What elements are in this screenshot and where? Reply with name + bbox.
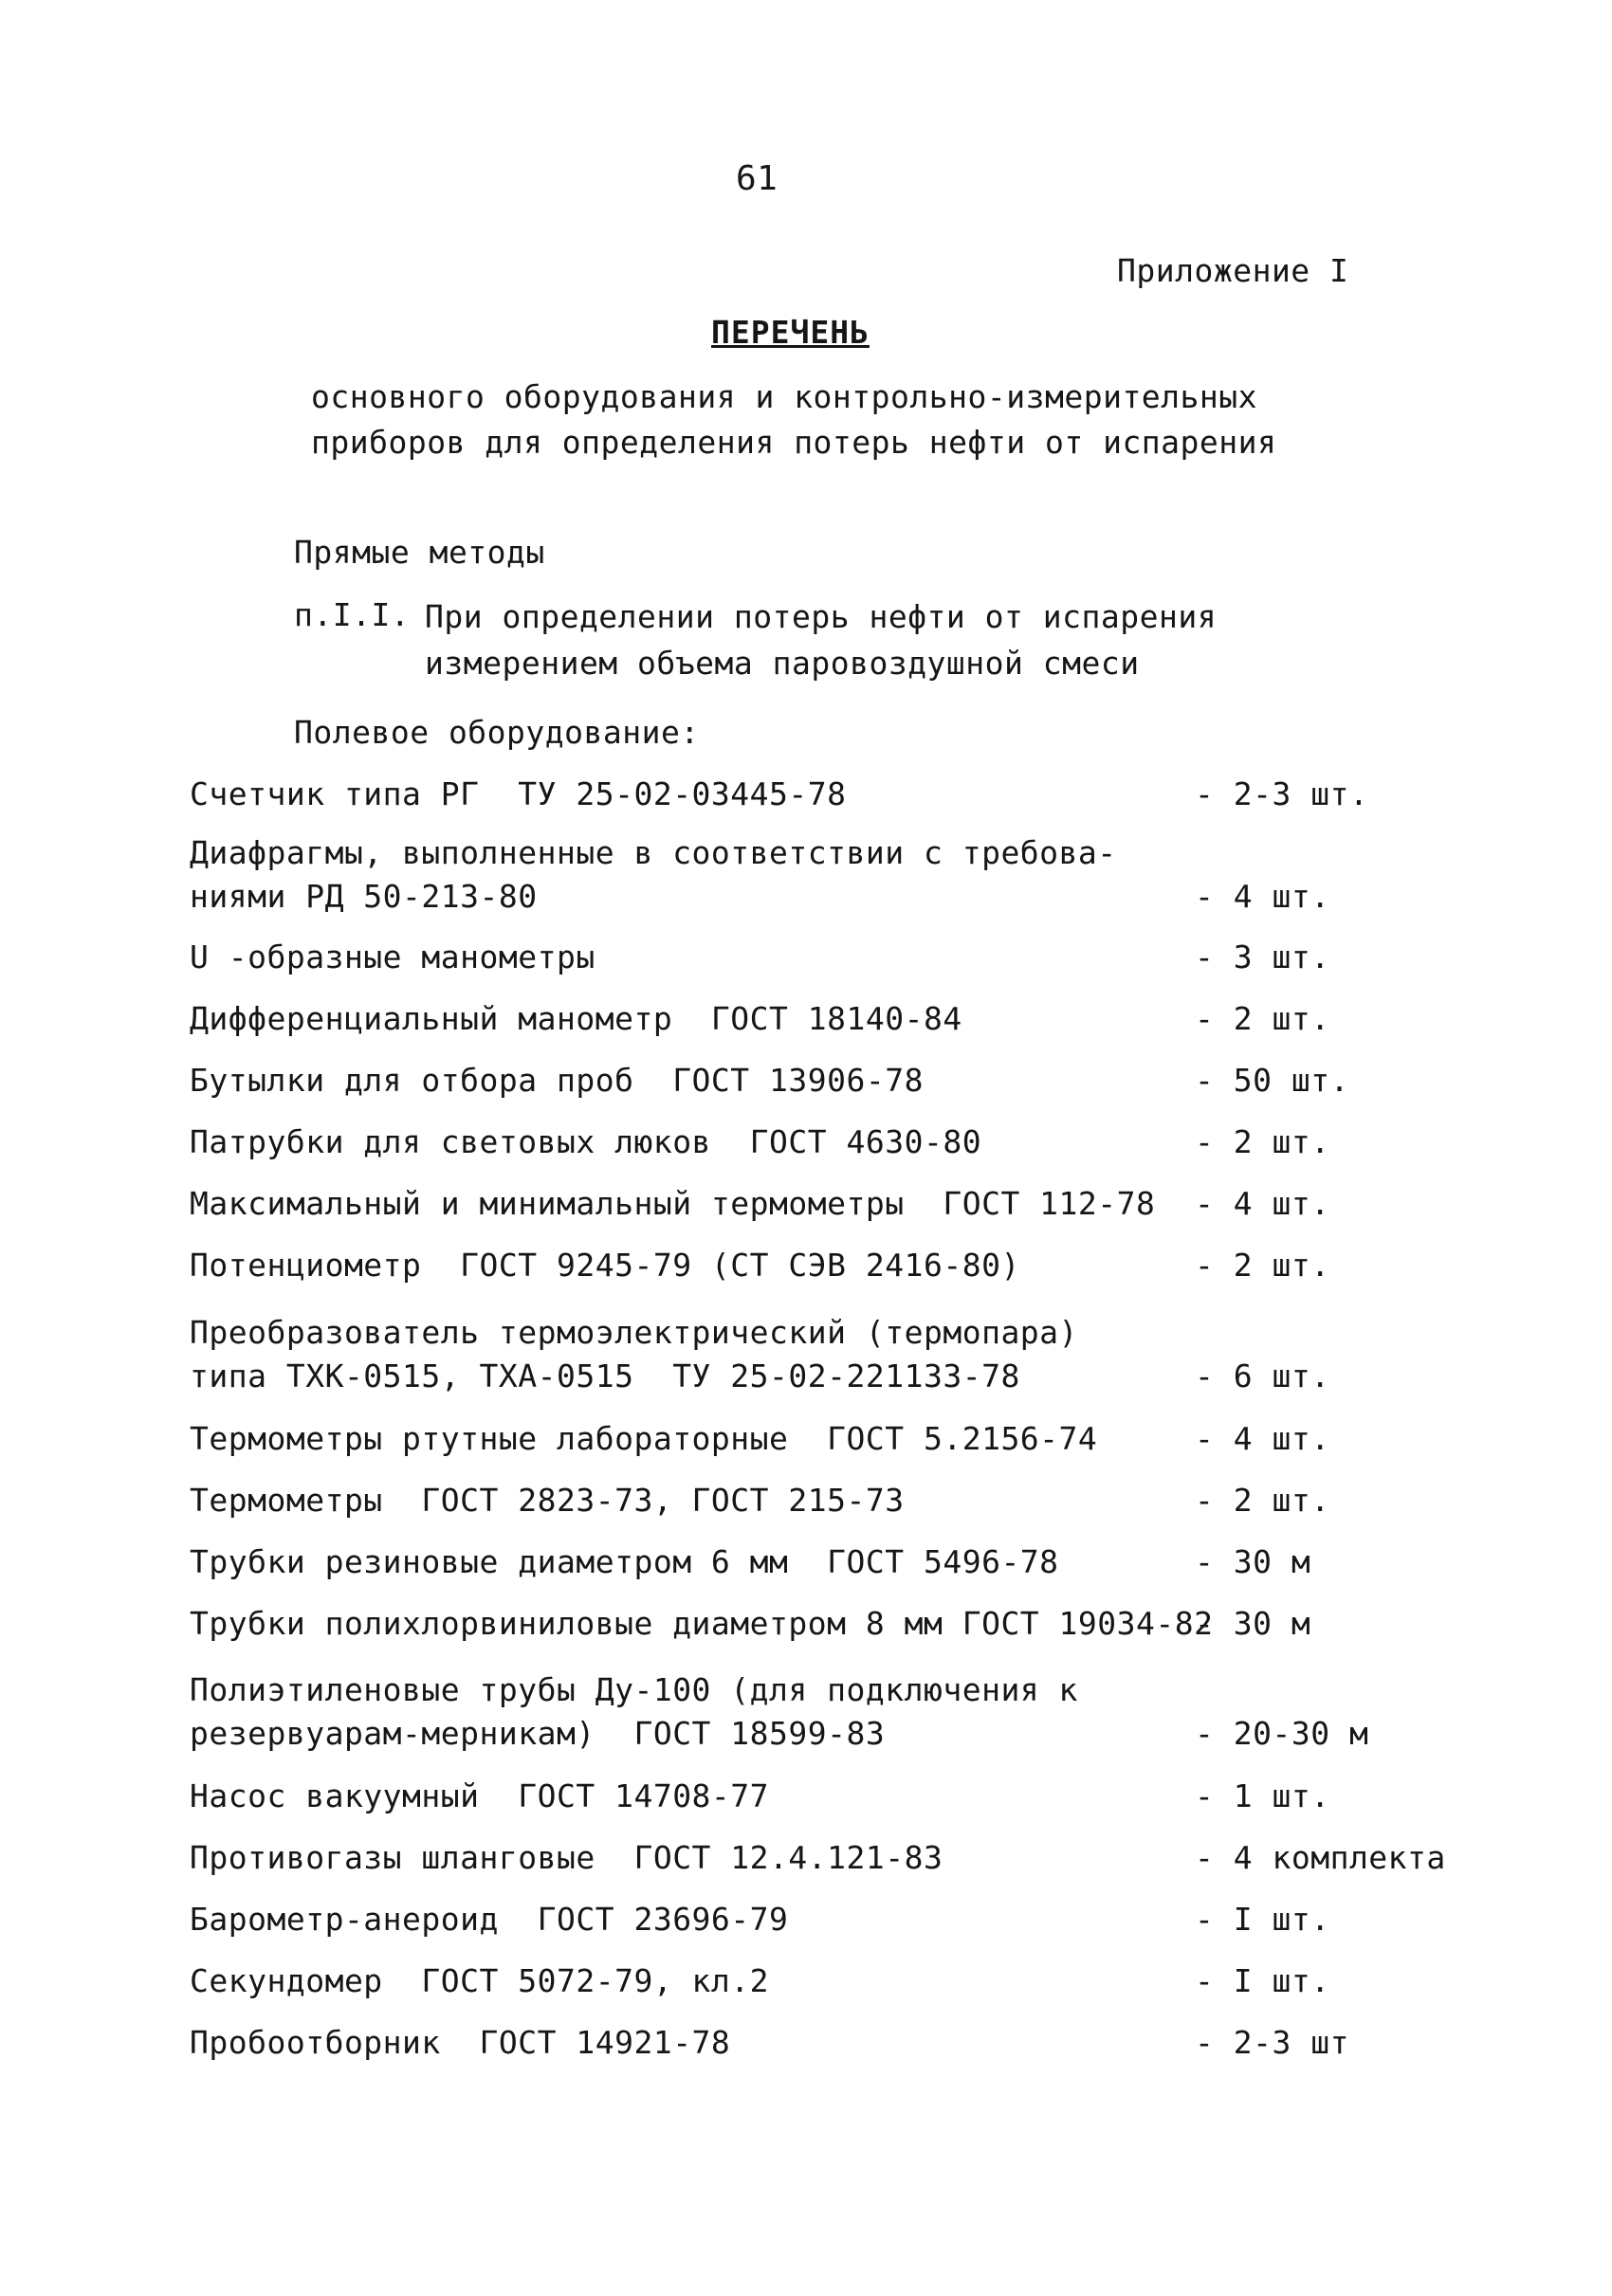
equipment-item [190,1121,1498,1168]
equipment-name: Термометры ГОСТ 2823-73, ГОСТ 215-73 [190,1482,905,1519]
equipment-name: Насос вакуумный ГОСТ 14708-77 [190,1777,770,1814]
equipment-item [190,1311,1498,1402]
equipment-quantity: - 3 шт. [1195,938,1330,975]
document-title: ПЕРЕЧЕНЬ [711,314,870,351]
section-heading: Прямые методы [294,534,545,571]
equipment-item [190,2021,1498,2068]
equipment-name: Трубки полихлорвиниловые диаметром 8 мм ГОСТ 19034-82 [190,1605,1214,1642]
equipment-quantity: - 6 шт. [1195,1358,1330,1394]
equipment-name: Дифференциальный манометр ГОСТ 18140-84 [190,1000,962,1037]
equipment-name: Противогазы шланговые ГОСТ 12.4.121-83 [190,1839,943,1876]
equipment-quantity: - 4 комплекта [1195,1839,1446,1876]
equipment-name: Секундомер ГОСТ 5072-79, кл.2 [190,1962,770,1999]
document-subtitle: основного оборудования и контрольно-измерительных приборов для определения потерь нефти от испарения [311,378,1277,461]
equipment-item [190,1479,1498,1526]
equipment-item [190,1059,1498,1106]
equipment-item [190,831,1498,922]
equipment-item [190,1417,1498,1465]
equipment-item [190,1182,1498,1230]
equipment-item [190,773,1498,820]
equipment-quantity: - 2 шт. [1195,1482,1330,1519]
equipment-name: Барометр-анероид ГОСТ 23696-79 [190,1901,789,1938]
field-equipment-heading: Полевое оборудование: [294,714,700,751]
equipment-quantity: - 2 шт. [1195,1247,1330,1284]
equipment-name: Счетчик типа РГ ТУ 25-02-03445-78 [190,775,847,812]
equipment-name: Термометры ртутные лабораторные ГОСТ 5.2156-74 [190,1420,1098,1457]
equipment-quantity: - 2 шт. [1195,1123,1330,1160]
equipment-quantity: - 4 шт. [1195,1420,1330,1457]
item-number: п.I.I. [294,596,411,633]
equipment-item [190,997,1498,1045]
equipment-quantity: - 2 шт. [1195,1000,1330,1037]
equipment-item [190,1540,1498,1588]
page-number: 61 [736,159,779,198]
equipment-item [190,1244,1498,1291]
equipment-quantity: - 2-3 шт [1195,2024,1349,2061]
equipment-name: Патрубки для световых люков ГОСТ 4630-80 [190,1123,982,1160]
equipment-quantity: - 4 шт. [1195,1185,1330,1222]
equipment-name: Бутылки для отбора проб ГОСТ 13906-78 [190,1062,924,1099]
equipment-name: Максимальный и минимальный термометры ГОСТ 112-78 [190,1185,1156,1222]
equipment-quantity: - 2-3 шт. [1195,775,1369,812]
equipment-name: Преобразователь термоэлектрический (термопара) типа ТХК-0515, ТХА-0515 ТУ 25-02-221133-78 [190,1314,1078,1394]
equipment-name: Трубки резиновые диаметром 6 мм ГОСТ 5496-78 [190,1543,1059,1580]
equipment-quantity: - 20-30 м [1195,1715,1369,1752]
equipment-quantity: - 30 м [1195,1543,1311,1580]
equipment-name: Потенциометр ГОСТ 9245-79 (СТ СЭВ 2416-80) [190,1247,1020,1284]
equipment-quantity: - 30 м [1195,1605,1311,1642]
equipment-name: Полиэтиленовые трубы Ду-100 (для подключения к резервуарам-мерникам) ГОСТ 18599-83 [190,1671,1078,1752]
equipment-name: U -образные манометры [190,938,595,975]
equipment-quantity: - 4 шт. [1195,878,1330,915]
equipment-quantity: - 50 шт. [1195,1062,1349,1099]
item-text: При определении потерь нефти от испарения измерением объема паровоздушной смеси [425,598,1218,682]
equipment-item [190,1898,1498,1945]
equipment-name: Пробоотборник ГОСТ 14921-78 [190,2024,731,2061]
appendix-label: Приложение I [1117,252,1349,289]
equipment-item [190,1602,1498,1649]
equipment-quantity: - I шт. [1195,1962,1330,1999]
equipment-item [190,1836,1498,1884]
equipment-item [190,1775,1498,1822]
equipment-quantity: - I шт. [1195,1901,1330,1938]
equipment-name: Диафрагмы, выполненные в соответствии с требова- ниями РД 50-213-80 [190,834,1117,915]
equipment-quantity: - 1 шт. [1195,1777,1330,1814]
equipment-item [190,1668,1498,1759]
equipment-item [190,1959,1498,2007]
equipment-item [190,936,1498,983]
